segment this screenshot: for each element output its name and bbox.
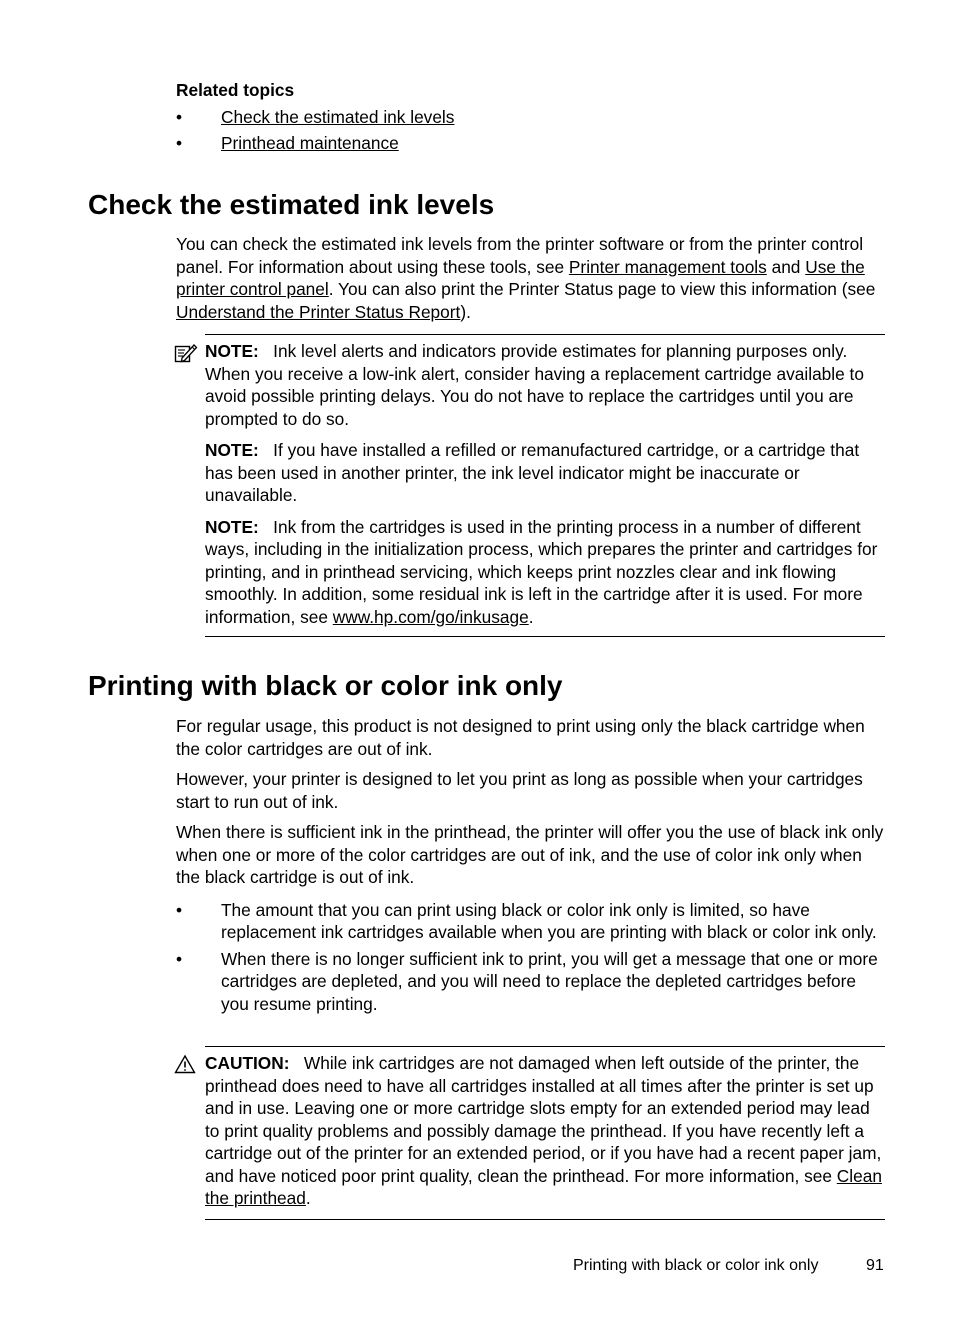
note-text: Ink level alerts and indicators provide estimates for planning purposes only. When you receive a low-ink alert, consider having a replacement cartridge available to avoid possible printing delays. You do not have to replace the cartridges until you are prompted to do so. bbox=[205, 341, 864, 429]
link-use-printer-control-panel[interactable]: Use the printer control panel bbox=[176, 256, 865, 299]
caution-text: While ink cartridges are not damaged when left outside of the printer, the printhead does need to have all cartridges installed at all times after the printer is set up and in use. Leaving one or more cartridge slots empty for an extended period may lead to print quality problems and possibly damage the printhead. If you have recently left a cartridge out of the printer for an extended period, or if you have had a recent paper jam, and have noticed poor print quality, clean the printhead. For more information, see bbox=[205, 1053, 882, 1186]
section-heading-black-or-color-ink: Printing with black or color ink only bbox=[88, 670, 563, 701]
text: . bbox=[528, 606, 534, 627]
note-label: NOTE: bbox=[205, 341, 259, 361]
caution-icon bbox=[174, 1054, 196, 1074]
note-3 bbox=[205, 516, 885, 629]
link-printhead-maintenance[interactable]: Printhead maintenance bbox=[221, 133, 399, 153]
list-item: • The amount that you can print using black or color ink only is limited, so have replacement ink cartridges available when you are printing with black or color ink only. bbox=[176, 899, 888, 944]
link-printer-management-tools[interactable]: Printer management tools bbox=[568, 256, 767, 277]
link-understand-status-report[interactable]: Understand the Printer Status Report bbox=[176, 301, 461, 322]
section-heading-check-ink-levels: Check the estimated ink levels bbox=[88, 189, 495, 220]
related-topics-list bbox=[176, 106, 896, 155]
text: You can check the estimated ink levels from the printer software or from the printer control panel. For information about using these tools, see bbox=[176, 234, 864, 277]
section2-body bbox=[176, 715, 888, 1019]
text: ). bbox=[460, 301, 471, 322]
note-box bbox=[205, 334, 885, 637]
section2-paragraph-3: When there is sufficient ink in the printhead, the printer will offer you the use of black ink only when one or more of the color cartridges are out of ink, and the use of color ink only when the black cartridge is out of ink. bbox=[176, 822, 884, 887]
related-topics-title: Related topics bbox=[176, 80, 295, 100]
note-2 bbox=[205, 439, 885, 507]
footer-title: Printing with black or color ink only bbox=[573, 1257, 819, 1274]
page-number: 91 bbox=[866, 1257, 884, 1274]
text: and bbox=[766, 256, 806, 277]
section2-paragraph-1: For regular usage, this product is not designed to print using only the black cartridge when the color cartridges are out of ink. bbox=[176, 716, 865, 759]
section2-paragraph-2: However, your printer is designed to let you print as long as possible when your cartridges start to run out of ink. bbox=[176, 769, 863, 812]
note-text: If you have installed a refilled or remanufactured cartridge, or a cartridge that has been used in another printer, the ink level indicator might be inaccurate or unavailable. bbox=[205, 440, 860, 505]
note-1 bbox=[205, 340, 885, 430]
section1-paragraph bbox=[176, 233, 888, 323]
note-label: NOTE: bbox=[205, 516, 259, 537]
list-item bbox=[176, 106, 896, 129]
section1-body bbox=[176, 233, 888, 331]
text: . You can also print the Printer Status page to view this information (see bbox=[328, 279, 876, 299]
text: . bbox=[305, 1188, 311, 1208]
section2-bullets bbox=[176, 899, 888, 1016]
caution-box bbox=[205, 1046, 885, 1220]
note-label: NOTE: bbox=[205, 440, 259, 460]
list-item: • When there is no longer sufficient ink to print, you will get a message that one or more cartridges are depleted, and you will need to replace the depleted cartridges before you resume printing. bbox=[176, 948, 888, 1016]
note-icon bbox=[174, 342, 198, 364]
caution bbox=[205, 1052, 885, 1210]
caution-label: CAUTION: bbox=[205, 1053, 290, 1073]
link-inkusage[interactable]: www.hp.com/go/inkusage bbox=[332, 606, 529, 627]
link-check-ink-levels[interactable]: Check the estimated ink levels bbox=[221, 106, 455, 127]
list-item bbox=[176, 132, 896, 155]
note-text: Ink from the cartridges is used in the printing process in a number of different ways, including in the initialization process, which prepares the printer and cartridges for printing, and in printhead servicing, which keeps print nozzles clear and ink flowing smoothly. In addition, some residual ink is left in the cartridge after it is used. For more information, see bbox=[205, 516, 878, 627]
link-clean-printhead[interactable]: Clean the printhead bbox=[205, 1165, 882, 1208]
related-topics bbox=[176, 79, 896, 159]
